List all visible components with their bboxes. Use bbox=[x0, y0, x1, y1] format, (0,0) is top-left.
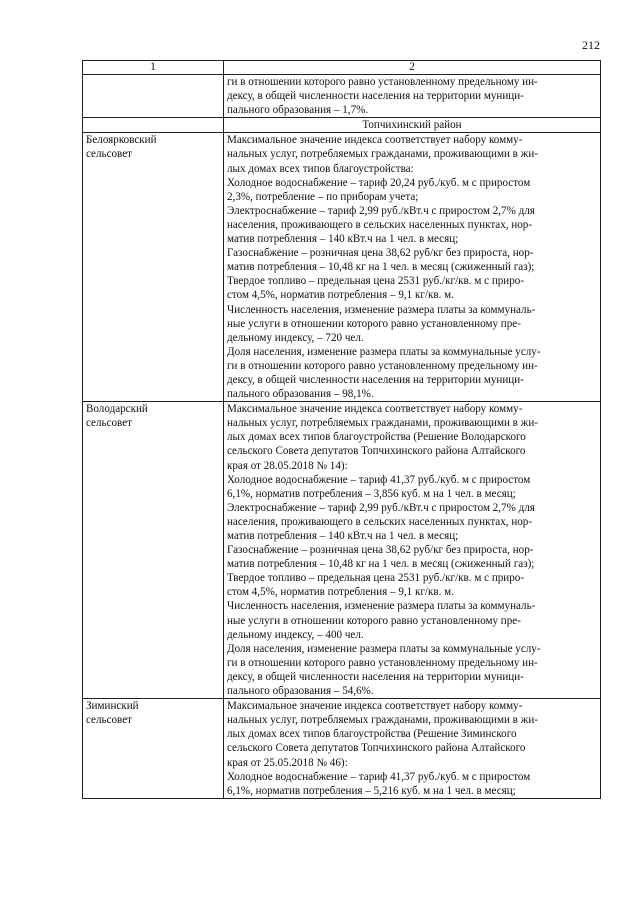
text-line: лых домах всех типов благоустройства (Решение Зиминского bbox=[227, 728, 517, 741]
municipality-name: Белоярковский сельсовет bbox=[83, 133, 224, 402]
text-line: Твердое топливо – предельная цена 2531 руб./кг/кв. м с приро- bbox=[227, 275, 525, 288]
text-line: Газоснабжение – розничная цена 38,62 руб/кг без прироста, нор- bbox=[227, 544, 534, 557]
text-line: матив потребления – 10,48 кг на 1 чел. в месяц (сжиженный газ); bbox=[227, 558, 535, 571]
text-line: 6,1%, норматив потребления – 5,216 куб. м на 1 чел. в месяц; bbox=[227, 784, 516, 797]
table-header-row bbox=[83, 61, 601, 75]
text-line: Максимальное значение индекса соответствует набору комму- bbox=[227, 403, 523, 416]
text-line: стом 4,5%, норматив потребления – 9,1 кг/кв. м. bbox=[227, 289, 454, 302]
text-line: ные услуги в отношении которого равно установленному пре- bbox=[227, 614, 521, 627]
text-line: Доля населения, изменение размера платы за коммунальные услу- bbox=[227, 345, 541, 358]
municipality-description bbox=[224, 699, 601, 799]
text-line: Численность населения, изменение размера платы за коммуналь- bbox=[227, 600, 536, 613]
text-line: дексу, в общей численности населения на территории муници- bbox=[227, 373, 524, 386]
text-line: Доля населения, изменение размера платы за коммунальные услу- bbox=[227, 642, 541, 655]
text-line: сельского Совета депутатов Топчихинского района Алтайского bbox=[227, 445, 526, 458]
text-line: сельского Совета депутатов Топчихинского района Алтайского bbox=[227, 742, 526, 755]
text-line: края от 28.05.2018 № 14): bbox=[227, 459, 348, 472]
tariff-table bbox=[82, 60, 601, 799]
municipality-description bbox=[224, 402, 601, 699]
page-number: 212 bbox=[582, 38, 600, 52]
text-line: Холодное водоснабжение – тариф 41,37 руб./куб. м с приростом bbox=[227, 473, 531, 486]
table-row bbox=[83, 133, 601, 402]
table-row bbox=[83, 699, 601, 799]
text-line: Максимальное значение индекса соответствует набору комму- bbox=[227, 700, 523, 713]
municipality-name: Володарский сельсовет bbox=[83, 402, 224, 699]
text-line: ги в отношении которого равно установленному предельному ин- bbox=[227, 656, 538, 669]
municipality-description bbox=[224, 133, 601, 402]
continuation-text bbox=[224, 75, 601, 118]
text-line: 2,3%, потребление – по приборам учета; bbox=[227, 190, 419, 203]
header-col-2: 2 bbox=[224, 61, 601, 75]
text-line: 6,1%, норматив потребления – 3,856 куб. м на 1 чел. в месяц; bbox=[227, 487, 516, 500]
text-line: матив потребления – 140 кВт.ч на 1 чел. в месяц; bbox=[227, 530, 459, 542]
text-line: нальных услуг, потребляемых гражданами, проживающими в жи- bbox=[227, 417, 538, 430]
text-line: Максимальное значение индекса соответствует набору комму- bbox=[227, 134, 523, 147]
text-line: стом 4,5%, норматив потребления – 9,1 кг/кв. м. bbox=[227, 586, 454, 599]
text-line: Электроснабжение – тариф 2,99 руб./кВт.ч с приростом 2,7% для bbox=[227, 204, 535, 217]
text-line: Холодное водоснабжение – тариф 20,24 руб./куб. м с приростом bbox=[227, 176, 531, 189]
text-line: дексу, в общей численности населения на территории муници- bbox=[227, 670, 524, 683]
header-col-1: 1 bbox=[83, 61, 224, 75]
text-line: матив потребления – 140 кВт.ч на 1 чел. в месяц; bbox=[227, 233, 459, 246]
text-line: пального образования – 54,6%. bbox=[227, 685, 374, 698]
text-line: Твердое топливо – предельная цена 2531 руб./кг/кв. м с приро- bbox=[227, 572, 525, 585]
continuation-row bbox=[83, 75, 601, 118]
text-line: населения, проживающего в сельских населенных пунктах, нор- bbox=[227, 515, 533, 528]
text-line: матив потребления – 10,48 кг на 1 чел. в месяц (сжиженный газ); bbox=[227, 261, 535, 274]
text-line: края от 25.05.2018 № 46): bbox=[227, 756, 348, 769]
text-line: ные услуги в отношении которого равно установленному пре- bbox=[227, 317, 521, 330]
text-line: лых домах всех типов благоустройства (Решение Володарского bbox=[227, 431, 526, 444]
text-line: ги в отношении которого равно установленному предельному ин- bbox=[227, 76, 538, 88]
text-line: пального образования – 1,7%. bbox=[227, 104, 369, 117]
text-line: пального образования – 98,1%. bbox=[227, 388, 374, 401]
district-row bbox=[83, 118, 601, 133]
continuation-empty-cell bbox=[83, 75, 224, 118]
text-line: нальных услуг, потребляемых гражданами, проживающими в жи- bbox=[227, 148, 538, 161]
text-line: лых домах всех типов благоустройства: bbox=[227, 162, 414, 175]
district-empty-cell bbox=[83, 118, 224, 133]
text-line: дельному индексу, – 720 чел. bbox=[227, 331, 364, 344]
text-line: населения, проживающего в сельских населенных пунктах, нор- bbox=[227, 218, 533, 231]
text-line: дельному индексу, – 400 чел. bbox=[227, 628, 364, 641]
municipality-name: Зиминский сельсовет bbox=[83, 699, 224, 799]
text-line: дексу, в общей численности населения на территории муници- bbox=[227, 90, 524, 103]
text-line: Электроснабжение – тариф 2,99 руб./кВт.ч с приростом 2,7% для bbox=[227, 501, 535, 514]
text-line: Численность населения, изменение размера платы за коммуналь- bbox=[227, 303, 536, 316]
text-line: ги в отношении которого равно установленному предельному ин- bbox=[227, 359, 538, 372]
table-row bbox=[83, 402, 601, 699]
district-title: Топчихинский район bbox=[224, 118, 601, 133]
text-line: Холодное водоснабжение – тариф 41,37 руб./куб. м с приростом bbox=[227, 770, 531, 783]
text-line: нальных услуг, потребляемых гражданами, проживающими в жи- bbox=[227, 714, 538, 727]
text-line: Газоснабжение – розничная цена 38,62 руб/кг без прироста, нор- bbox=[227, 247, 534, 260]
